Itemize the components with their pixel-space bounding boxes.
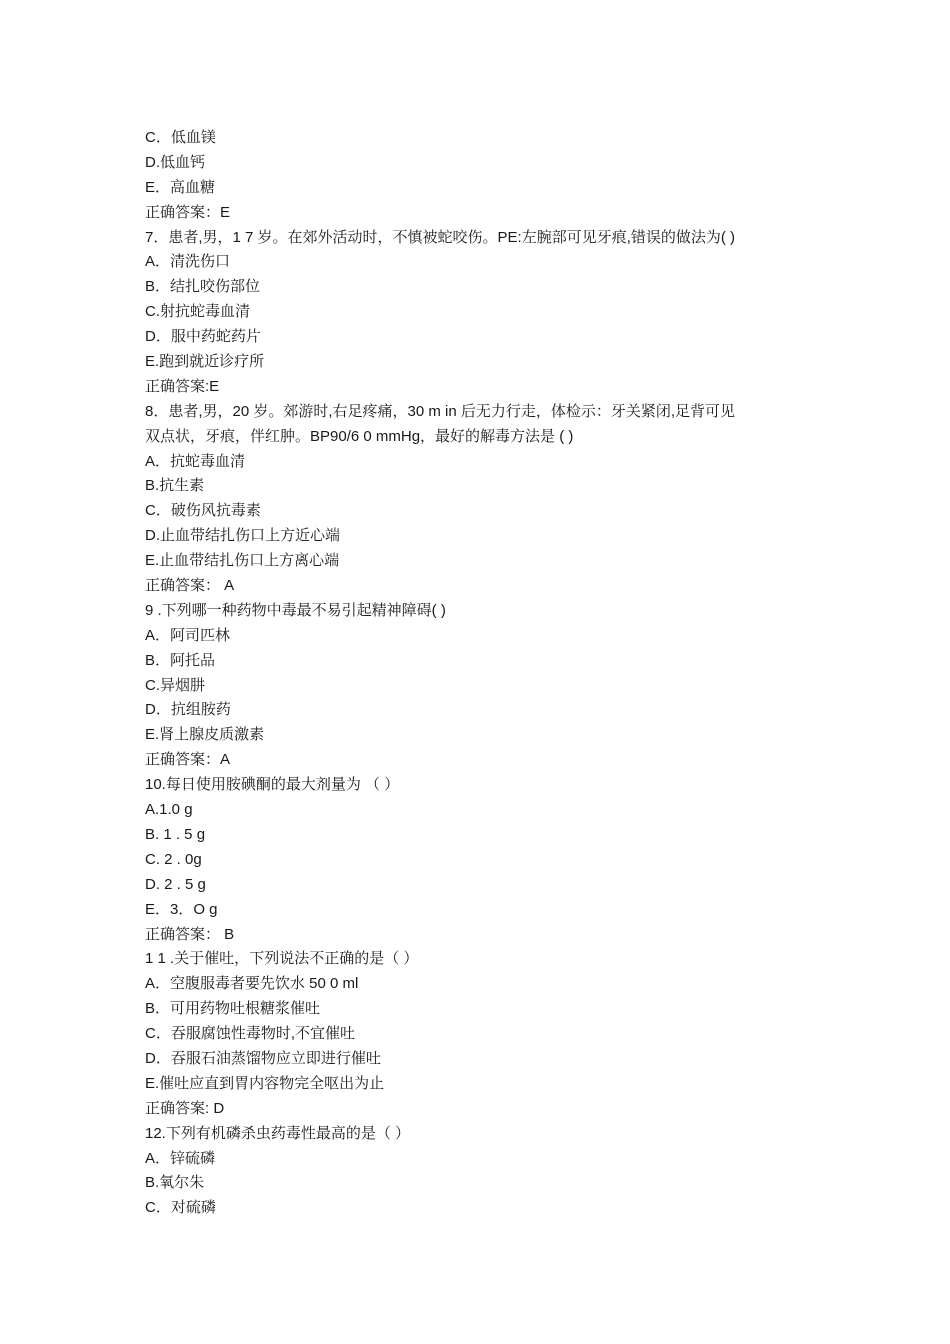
text-line: E．3．O g — [145, 900, 218, 918]
text-line: C．吞服腐蚀性毒物时,不宜催吐 — [145, 1025, 356, 1043]
text-line: B.氧尔朱 — [145, 1174, 205, 1192]
text-line: 1 1 .关于催吐，下列说法不正确的是（ ） — [145, 950, 419, 968]
text-line: B．可用药物吐根糖浆催吐 — [145, 1000, 321, 1018]
text-line: 正确答案: D — [145, 1099, 225, 1117]
text-line: 7．患者,男，1 7 岁。在郊外活动时，不慎被蛇咬伤。PE:左腕部可见牙痕,错误的做法为( ) — [145, 228, 736, 246]
text-line: D．吞服石油蒸馏物应立即进行催吐 — [145, 1049, 381, 1067]
text-line: 正确答案： A — [145, 577, 235, 595]
text-line: A．抗蛇毒血清 — [145, 452, 246, 470]
text-line: 双点状，牙痕，伴红肿。BP90/6 0 mmHg，最好的解毒方法是 ( ) — [145, 427, 574, 445]
text-line: A.1.0 g — [145, 801, 193, 819]
text-line: E.催吐应直到胃内容物完全呕出为止 — [145, 1074, 385, 1092]
text-line: D．抗组胺药 — [145, 701, 231, 719]
text-line: C. 2 . 0g — [145, 850, 202, 868]
text-line: C.射抗蛇毒血清 — [145, 303, 251, 321]
text-line: B.抗生素 — [145, 477, 205, 495]
text-line: D．服中药蛇药片 — [145, 328, 261, 346]
text-line: 正确答案：E — [145, 203, 231, 221]
text-line: E.肾上腺皮质激素 — [145, 726, 265, 744]
text-line: 12.下列有机磷杀虫药毒性最高的是（ ） — [145, 1124, 411, 1142]
text-line: C.异烟肼 — [145, 676, 206, 694]
text-line: C．对硫磷 — [145, 1199, 216, 1217]
text-line: D.止血带结扎伤口上方近心端 — [145, 527, 341, 545]
document-body — [145, 126, 825, 1221]
text-line: B．结扎咬伤部位 — [145, 278, 261, 296]
text-line: 正确答案： B — [145, 925, 235, 943]
text-line: B．阿托品 — [145, 651, 216, 669]
text-line: A．阿司匹林 — [145, 626, 231, 644]
text-line: 正确答案：A — [145, 751, 231, 769]
text-line: A．空腹服毒者要先饮水 50 0 ml — [145, 975, 359, 993]
text-line: A．清洗伤口 — [145, 253, 231, 271]
text-line: 9 .下列哪一种药物中毒最不易引起精神障碍( ) — [145, 601, 446, 619]
text-line: C．破伤风抗毒素 — [145, 502, 261, 520]
text-line: 10.每日使用胺碘酮的最大剂量为 （ ） — [145, 776, 400, 794]
text-line: C．低血镁 — [145, 129, 216, 146]
text-line: 8．患者,男，20 岁。郊游时,右足疼痛，30 m in 后无力行走，体检示：牙关紧闭,足背可见 — [145, 402, 736, 420]
text-line: E.止血带结扎伤口上方离心端 — [145, 552, 340, 570]
text-line: B. 1 . 5 g — [145, 825, 206, 843]
text-line: D. 2 . 5 g — [145, 875, 206, 893]
text-line: E.跑到就近诊疗所 — [145, 353, 265, 371]
text-line: 正确答案:E — [145, 377, 220, 395]
text-line: A．锌硫磷 — [145, 1149, 216, 1167]
text-line: E．高血糖 — [145, 178, 216, 196]
text-line: D.低血钙 — [145, 153, 206, 171]
